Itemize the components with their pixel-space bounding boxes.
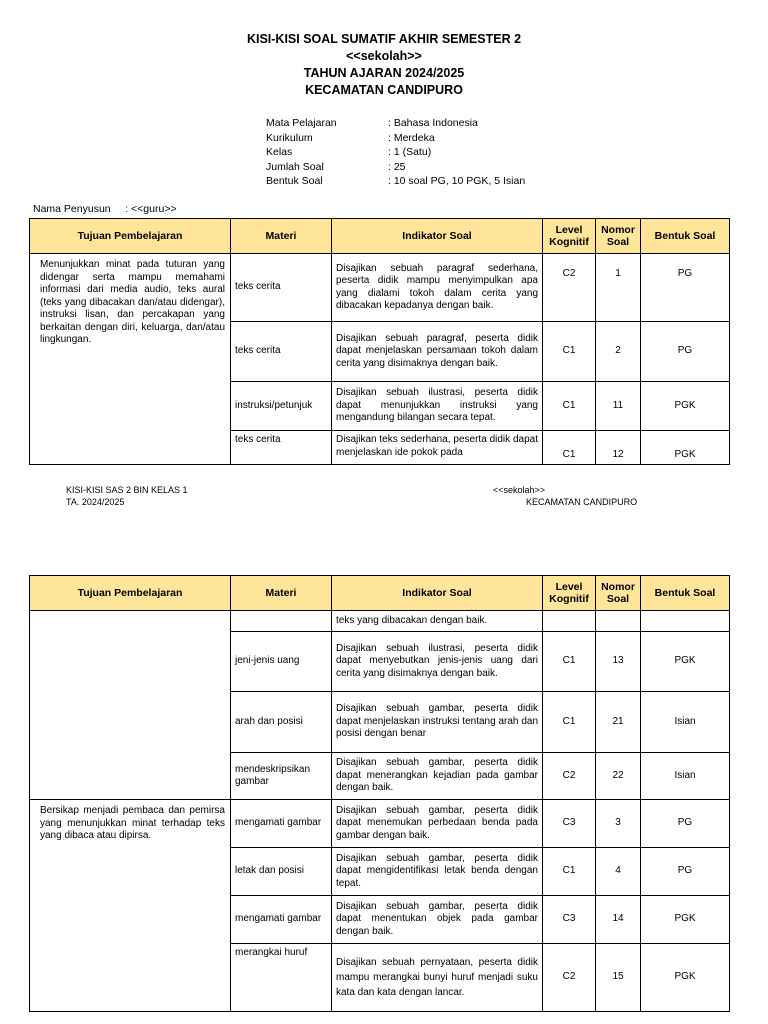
nomor-cell: 21 (596, 692, 641, 753)
header-level-line1: Level (555, 224, 583, 236)
kisi-kisi-table-page2 (29, 575, 730, 1012)
level-cell: C1 (543, 322, 596, 382)
meta-value: : 10 soal PG, 10 PGK, 5 Isian (388, 175, 526, 187)
indikator-cell: Disajikan sebuah gambar, peserta didik dapat menjelaskan instruksi tentang arah dan posisi dengan benar (332, 692, 543, 753)
footer-year: TA. 2024/2025 (66, 497, 125, 507)
indikator-cell: Disajikan sebuah gambar, peserta didik dapat mengidentifikasi letak benda dengan tepat. (332, 848, 543, 896)
materi-cell: mengamati gambar (231, 896, 332, 944)
indikator-cell: Disajikan sebuah ilustrasi, peserta didik dapat menyebutkan jenis-jenis uang dari cerita yang disimaknya dengan baik. (332, 632, 543, 692)
tujuan-cell-continued (30, 611, 231, 800)
meta-label: Bentuk Soal (266, 175, 323, 187)
materi-cell: letak dan posisi (231, 848, 332, 896)
header-nomor-line1: Nomor (601, 224, 635, 236)
header-level (543, 219, 596, 254)
table-row (30, 611, 730, 632)
meta-row (266, 131, 525, 146)
nomor-cell: 14 (596, 896, 641, 944)
meta-label: Mata Pelajaran (266, 117, 337, 129)
bentuk-cell: PGK (641, 632, 730, 692)
footer-district: KECAMATAN CANDIPURO (526, 497, 638, 507)
level-cell: C1 (543, 632, 596, 692)
indikator-cell: Disajikan sebuah gambar, peserta didik dapat menerangkan kejadian pada gambar dengan baik. (332, 753, 543, 800)
nomor-cell: 1 (596, 254, 641, 322)
header-indikator: Indikator Soal (332, 576, 543, 611)
nomor-cell: 12 (596, 431, 641, 465)
materi-cell: mendeskripsikan gambar (231, 753, 332, 800)
materi-cell: teks cerita (231, 254, 332, 322)
nomor-cell: 15 (596, 944, 641, 1012)
header-materi: Materi (231, 219, 332, 254)
table-header-row (30, 576, 730, 611)
header-bentuk: Bentuk Soal (641, 219, 730, 254)
header-level (543, 576, 596, 611)
indikator-cell: Disajikan sebuah paragraf, peserta didik dapat menjelaskan persamaan tokoh dalam cerita yang disimaknya dengan baik. (332, 322, 543, 382)
meta-row (266, 174, 525, 189)
kisi-kisi-table-page1 (29, 218, 730, 465)
bentuk-cell: PG (641, 254, 730, 322)
bentuk-cell (641, 611, 730, 632)
level-cell: C2 (543, 254, 596, 322)
header-indikator: Indikator Soal (332, 219, 543, 254)
header-nomor-line1: Nomor (601, 581, 635, 593)
bentuk-cell: PGK (641, 431, 730, 465)
indikator-cell: Disajikan sebuah gambar, peserta didik dapat menemukan perbedaan benda pada gambar dengan baik. (332, 800, 543, 848)
meta-value: : 25 (388, 160, 406, 173)
nomor-cell: 4 (596, 848, 641, 896)
academic-year: TAHUN AJARAN 2024/2025 (303, 66, 465, 80)
nomor-cell: 2 (596, 322, 641, 382)
indikator-cell: Disajikan sebuah pernyataan, peserta didik mampu merangkai bunyi huruf menjadi suku kata dan kata dengan lancar. (332, 944, 543, 1012)
materi-cell (231, 611, 332, 632)
materi-cell: teks cerita (231, 322, 332, 382)
materi-cell: merangkai huruf (231, 944, 332, 1012)
tujuan-cell: Bersikap menjadi pembaca dan pemirsa yang menunjukkan minat terhadap teks yang dibaca atau dipirsa. (30, 800, 231, 1012)
document-meta (266, 116, 525, 189)
header-level-line1: Level (555, 581, 583, 593)
table-row (30, 254, 730, 322)
nomor-cell: 22 (596, 753, 641, 800)
school-name: <<sekolah>> (346, 49, 422, 63)
header-nomor-line2: Soal (606, 593, 630, 605)
header-nomor (596, 576, 641, 611)
nomor-cell: 3 (596, 800, 641, 848)
materi-cell: instruksi/petunjuk (231, 382, 332, 431)
bentuk-cell: PG (641, 848, 730, 896)
footer-school: <<sekolah>> (493, 485, 546, 495)
materi-cell: mengamati gambar (231, 800, 332, 848)
level-cell: C3 (543, 800, 596, 848)
document-title: KISI-KISI SOAL SUMATIF AKHIR SEMESTER 2 (246, 32, 522, 46)
author-line: Nama Penyusun : <<guru>> (33, 203, 177, 215)
page-footer-left (66, 484, 188, 508)
header-level-line2: Kognitif (549, 236, 589, 248)
level-cell: C1 (543, 692, 596, 753)
level-cell: C1 (543, 382, 596, 431)
meta-value: : Bahasa Indonesia (388, 117, 478, 129)
bentuk-cell: PGK (641, 896, 730, 944)
bentuk-cell: Isian (641, 692, 730, 753)
header-nomor-line2: Soal (606, 236, 630, 248)
meta-row (266, 160, 525, 175)
meta-value: : 1 (Satu) (388, 146, 432, 158)
tujuan-cell: Menunjukkan minat pada tuturan yang didengar serta mampu memahami informasi dari media audio, teks aural (teks yang dibacakan dan/atau didengar), instruksi lisan, dan percakapan yang berkaitan dengan diri, keluarga, dan/atau lingkungan. (30, 254, 231, 465)
footer-doc-name: KISI-KISI SAS 2 BIN KELAS 1 (66, 485, 188, 495)
materi-cell: arah dan posisi (231, 692, 332, 753)
header-level-line2: Kognitif (549, 593, 589, 605)
nomor-cell: 11 (596, 382, 641, 431)
district-name: KECAMATAN CANDIPURO (305, 83, 463, 97)
meta-row (266, 116, 525, 131)
bentuk-cell: PG (641, 800, 730, 848)
bentuk-cell: PGK (641, 944, 730, 1012)
nomor-cell: 13 (596, 632, 641, 692)
header-nomor (596, 219, 641, 254)
level-cell: C2 (543, 753, 596, 800)
level-cell (543, 611, 596, 632)
level-cell: C1 (543, 431, 596, 465)
bentuk-cell: Isian (641, 753, 730, 800)
header-tujuan: Tujuan Pembelajaran (30, 576, 231, 611)
meta-value: : Merdeka (388, 131, 435, 144)
page-footer-right (493, 484, 637, 508)
header-bentuk: Bentuk Soal (641, 576, 730, 611)
level-cell: C2 (543, 944, 596, 1012)
indikator-cell: Disajikan sebuah gambar, peserta didik dapat menentukan objek pada gambar dengan baik. (332, 896, 543, 944)
header-materi: Materi (231, 576, 332, 611)
indikator-cell: Disajikan sebuah ilustrasi, peserta didik dapat menunjukkan instruksi yang mengandung bilangan secara tepat. (332, 382, 543, 431)
meta-label: Jumlah Soal (266, 160, 324, 173)
table-header-row (30, 219, 730, 254)
indikator-cell: Disajikan sebuah paragraf sederhana, peserta didik mampu menyimpulkan apa yang dialami tokoh dalam cerita yang dibacakan kepadanya dengan baik. (332, 254, 543, 322)
bentuk-cell: PG (641, 322, 730, 382)
table-row (30, 800, 730, 848)
meta-label: Kurikulum (266, 131, 313, 144)
header-tujuan: Tujuan Pembelajaran (30, 219, 231, 254)
meta-label: Kelas (266, 146, 293, 158)
bentuk-cell: PGK (641, 382, 730, 431)
nomor-cell (596, 611, 641, 632)
indikator-cell: Disajikan teks sederhana, peserta didik dapat menjelaskan ide pokok pada (332, 431, 543, 465)
level-cell: C1 (543, 848, 596, 896)
level-cell: C3 (543, 896, 596, 944)
indikator-cell: teks yang dibacakan dengan baik. (332, 611, 543, 632)
materi-cell: jeni-jenis uang (231, 632, 332, 692)
materi-cell: teks cerita (231, 431, 332, 465)
meta-row (266, 145, 525, 160)
